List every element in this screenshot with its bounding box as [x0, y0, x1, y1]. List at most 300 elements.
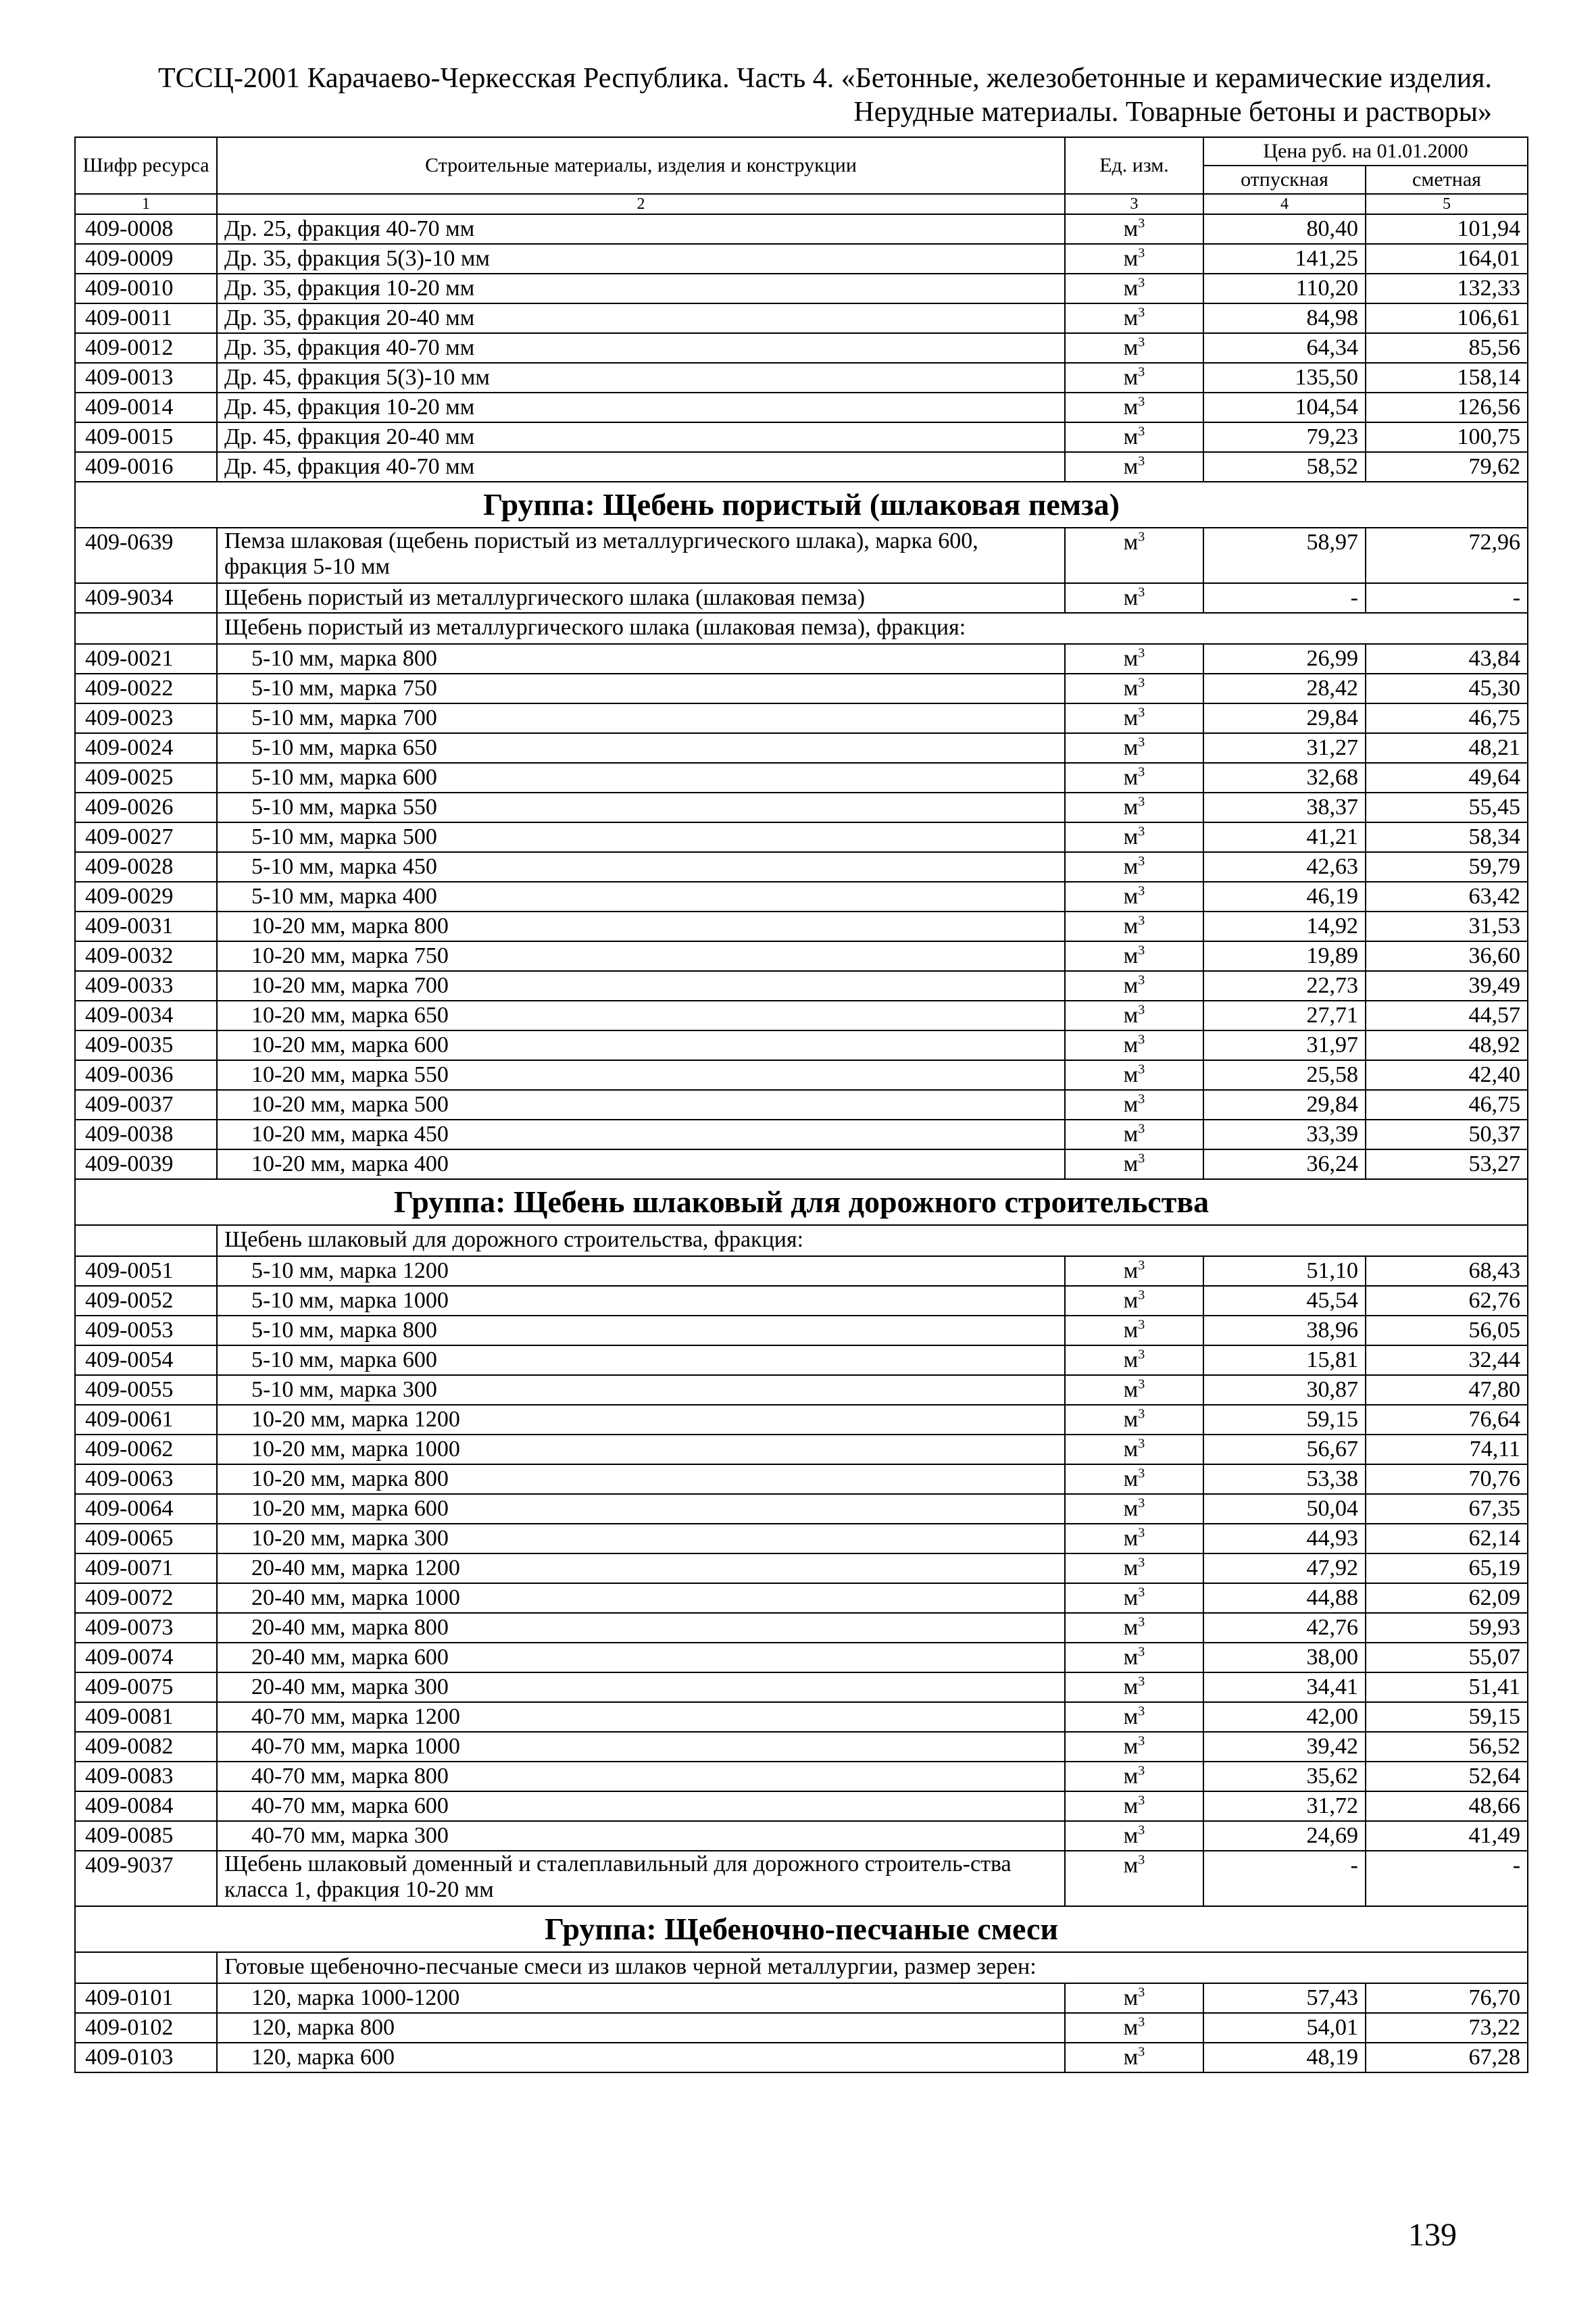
- table-row: [75, 214, 1528, 244]
- unit-exponent: 3: [1138, 794, 1145, 810]
- document-header-line-1: ТССЦ-2001 Карачаево-Черкесская Республика. Часть 4. «Бетонные, железобетонные и керамические изделия.: [157, 63, 1492, 94]
- wholesale-price: -: [1203, 1851, 1366, 1906]
- resource-code: 409-0028: [75, 852, 217, 882]
- empty-code-cell: [75, 1225, 217, 1256]
- group-heading: Группа: Щебеночно-песчаные смеси: [75, 1906, 1528, 1952]
- material-name: 40-70 мм, марка 600: [217, 1791, 1065, 1821]
- material-name: Др. 35, фракция 20-40 мм: [217, 303, 1065, 333]
- material-name: 20-40 мм, марка 1200: [217, 1553, 1065, 1583]
- unit-symbol: м: [1123, 1437, 1139, 1462]
- unit-symbol: м: [1123, 1003, 1139, 1028]
- resource-code: 409-0061: [75, 1405, 217, 1435]
- unit-exponent: 3: [1138, 1822, 1145, 1838]
- table-row: [75, 1821, 1528, 1851]
- estimate-price: 73,22: [1366, 2013, 1528, 2043]
- material-name: 10-20 мм, марка 750: [217, 941, 1065, 971]
- unit-symbol: м: [1123, 705, 1139, 730]
- unit-symbol: м: [1123, 216, 1139, 241]
- unit-exponent: 3: [1138, 853, 1145, 869]
- resource-code: 409-0026: [75, 793, 217, 822]
- material-name: 5-10 мм, марка 1000: [217, 1286, 1065, 1316]
- resource-code: 409-0054: [75, 1345, 217, 1375]
- table-row: [75, 1435, 1528, 1464]
- estimate-price: 53,27: [1366, 1149, 1528, 1179]
- material-name: 120, марка 1000-1200: [217, 1983, 1065, 2013]
- wholesale-price: 84,98: [1203, 303, 1366, 333]
- material-name: Щебень шлаковый доменный и сталеплавильный для дорожного строитель-ства класса 1, фракция 10-20 мм: [217, 1851, 1065, 1906]
- group-description: Щебень шлаковый для дорожного строительства, фракция:: [217, 1225, 1528, 1256]
- unit-cell: [1065, 583, 1203, 613]
- header-price: Цена руб. на 01.01.2000: [1203, 137, 1528, 166]
- unit-cell: [1065, 1030, 1203, 1060]
- table-row: [75, 1702, 1528, 1732]
- wholesale-price: 25,58: [1203, 1060, 1366, 1090]
- resource-code: 409-0009: [75, 244, 217, 274]
- wholesale-price: 51,10: [1203, 1256, 1366, 1286]
- unit-cell: [1065, 528, 1203, 583]
- resource-code: 409-0082: [75, 1732, 217, 1762]
- material-name: 40-70 мм, марка 1200: [217, 1702, 1065, 1732]
- column-number: 4: [1203, 194, 1366, 214]
- table-row: [75, 303, 1528, 333]
- wholesale-price: 110,20: [1203, 274, 1366, 303]
- resource-code: 409-0015: [75, 422, 217, 452]
- header-estimate: сметная: [1366, 166, 1528, 194]
- wholesale-price: 48,19: [1203, 2043, 1366, 2072]
- material-name: 10-20 мм, марка 1000: [217, 1435, 1065, 1464]
- resource-code: 409-0032: [75, 941, 217, 971]
- unit-exponent: 3: [1138, 972, 1145, 988]
- material-name: 5-10 мм, марка 600: [217, 763, 1065, 793]
- material-name: Др. 45, фракция 40-70 мм: [217, 452, 1065, 482]
- table-row: [75, 1001, 1528, 1030]
- estimate-price: 51,41: [1366, 1672, 1528, 1702]
- table-row: [75, 1030, 1528, 1060]
- wholesale-price: 58,97: [1203, 528, 1366, 583]
- wholesale-price: 41,21: [1203, 822, 1366, 852]
- unit-symbol: м: [1123, 1318, 1139, 1343]
- estimate-price: 32,44: [1366, 1345, 1528, 1375]
- resource-code: 409-9037: [75, 1851, 217, 1906]
- unit-symbol: м: [1123, 530, 1139, 555]
- unit-cell: [1065, 214, 1203, 244]
- table-row: [75, 244, 1528, 274]
- table-row: [75, 1983, 1528, 2013]
- unit-exponent: 3: [1138, 1585, 1145, 1600]
- table-row: [75, 1375, 1528, 1405]
- resource-code: 409-0010: [75, 274, 217, 303]
- unit-symbol: м: [1123, 1823, 1139, 1848]
- wholesale-price: 56,67: [1203, 1435, 1366, 1464]
- wholesale-price: 35,62: [1203, 1762, 1366, 1791]
- unit-symbol: м: [1123, 454, 1139, 479]
- resource-code: 409-0073: [75, 1613, 217, 1643]
- estimate-price: 55,07: [1366, 1643, 1528, 1672]
- wholesale-price: 31,72: [1203, 1791, 1366, 1821]
- column-number: 2: [217, 194, 1065, 214]
- resource-code: 409-0037: [75, 1090, 217, 1120]
- estimate-price: 50,37: [1366, 1120, 1528, 1149]
- unit-exponent: 3: [1138, 1347, 1145, 1362]
- material-name: 20-40 мм, марка 600: [217, 1643, 1065, 1672]
- table-row: [75, 1762, 1528, 1791]
- table-row: [75, 2013, 1528, 2043]
- unit-symbol: м: [1123, 1347, 1139, 1372]
- estimate-price: 46,75: [1366, 1090, 1528, 1120]
- unit-symbol: м: [1123, 1151, 1139, 1176]
- resource-code: 409-0101: [75, 1983, 217, 2013]
- unit-symbol: м: [1123, 246, 1139, 271]
- resource-code: 409-0035: [75, 1030, 217, 1060]
- material-name: Др. 45, фракция 10-20 мм: [217, 393, 1065, 422]
- table-row: [75, 1672, 1528, 1702]
- header-wholesale: отпускная: [1203, 166, 1366, 194]
- table-row: [75, 333, 1528, 363]
- table-row: [75, 1851, 1528, 1906]
- unit-cell: [1065, 1405, 1203, 1435]
- group-heading: Группа: Щебень шлаковый для дорожного строительства: [75, 1179, 1528, 1225]
- unit-symbol: м: [1123, 585, 1139, 610]
- material-name: 120, марка 800: [217, 2013, 1065, 2043]
- unit-cell: [1065, 703, 1203, 733]
- resource-code: 409-0071: [75, 1553, 217, 1583]
- resource-code: 409-0016: [75, 452, 217, 482]
- resource-code: 409-0084: [75, 1791, 217, 1821]
- unit-exponent: 3: [1138, 245, 1145, 261]
- unit-symbol: м: [1123, 276, 1139, 301]
- unit-symbol: м: [1123, 1092, 1139, 1117]
- group-heading-row: [75, 482, 1528, 528]
- wholesale-price: 141,25: [1203, 244, 1366, 274]
- wholesale-price: 47,92: [1203, 1553, 1366, 1583]
- header-name: Строительные материалы, изделия и конструкции: [217, 137, 1065, 194]
- estimate-price: 79,62: [1366, 452, 1528, 482]
- unit-cell: [1065, 822, 1203, 852]
- material-name: 40-70 мм, марка 1000: [217, 1732, 1065, 1762]
- unit-exponent: 3: [1138, 1436, 1145, 1451]
- unit-symbol: м: [1123, 395, 1139, 420]
- unit-cell: [1065, 733, 1203, 763]
- resource-code: 409-0063: [75, 1464, 217, 1494]
- unit-cell: [1065, 393, 1203, 422]
- resource-code: 409-0034: [75, 1001, 217, 1030]
- description-row: [75, 1225, 1528, 1256]
- resource-code: 409-0065: [75, 1524, 217, 1553]
- unit-symbol: м: [1123, 1764, 1139, 1789]
- unit-cell: [1065, 1120, 1203, 1149]
- wholesale-price: 58,52: [1203, 452, 1366, 482]
- unit-symbol: м: [1123, 676, 1139, 701]
- table-row: [75, 1256, 1528, 1286]
- description-row: [75, 1952, 1528, 1983]
- estimate-price: 59,93: [1366, 1613, 1528, 1643]
- material-name: 5-10 мм, марка 1200: [217, 1256, 1065, 1286]
- unit-symbol: м: [1123, 1734, 1139, 1759]
- resource-code: 409-0027: [75, 822, 217, 852]
- resource-code: 409-0011: [75, 303, 217, 333]
- estimate-price: 45,30: [1366, 674, 1528, 703]
- wholesale-price: 104,54: [1203, 393, 1366, 422]
- resource-code: 409-0074: [75, 1643, 217, 1672]
- wholesale-price: 64,34: [1203, 333, 1366, 363]
- wholesale-price: 22,73: [1203, 971, 1366, 1001]
- unit-cell: [1065, 1732, 1203, 1762]
- unit-exponent: 3: [1138, 913, 1145, 928]
- material-name: Др. 35, фракция 40-70 мм: [217, 333, 1065, 363]
- estimate-price: 132,33: [1366, 274, 1528, 303]
- material-name: Др. 35, фракция 10-20 мм: [217, 274, 1065, 303]
- unit-symbol: м: [1123, 1853, 1139, 1878]
- wholesale-price: 28,42: [1203, 674, 1366, 703]
- estimate-price: 44,57: [1366, 1001, 1528, 1030]
- column-number: 3: [1065, 194, 1203, 214]
- estimate-price: -: [1366, 1851, 1528, 1906]
- material-name: 5-10 мм, марка 450: [217, 852, 1065, 882]
- table-row: [75, 422, 1528, 452]
- header-unit: Ед. изм.: [1065, 137, 1203, 194]
- resource-code: 409-0083: [75, 1762, 217, 1791]
- estimate-price: 48,92: [1366, 1030, 1528, 1060]
- table-row: [75, 1583, 1528, 1613]
- material-name: 10-20 мм, марка 650: [217, 1001, 1065, 1030]
- wholesale-price: 45,54: [1203, 1286, 1366, 1316]
- unit-exponent: 3: [1138, 1793, 1145, 1808]
- material-name: 5-10 мм, марка 700: [217, 703, 1065, 733]
- page-number: 139: [1408, 2217, 1457, 2253]
- unit-symbol: м: [1123, 973, 1139, 998]
- table-row: [75, 1286, 1528, 1316]
- column-number: 5: [1366, 194, 1528, 214]
- table-row: [75, 1405, 1528, 1435]
- table-row: [75, 1791, 1528, 1821]
- unit-cell: [1065, 941, 1203, 971]
- resource-code: 409-0033: [75, 971, 217, 1001]
- unit-cell: [1065, 1060, 1203, 1090]
- unit-cell: [1065, 1375, 1203, 1405]
- table-row: [75, 274, 1528, 303]
- estimate-price: 65,19: [1366, 1553, 1528, 1583]
- wholesale-price: 14,92: [1203, 912, 1366, 941]
- unit-exponent: 3: [1138, 334, 1145, 350]
- unit-exponent: 3: [1138, 2044, 1145, 2060]
- unit-cell: [1065, 644, 1203, 674]
- wholesale-price: 135,50: [1203, 363, 1366, 393]
- unit-cell: [1065, 1583, 1203, 1613]
- unit-exponent: 3: [1138, 1121, 1145, 1137]
- material-name: 40-70 мм, марка 800: [217, 1762, 1065, 1791]
- wholesale-price: 29,84: [1203, 1090, 1366, 1120]
- estimate-price: 164,01: [1366, 244, 1528, 274]
- material-name: 10-20 мм, марка 1200: [217, 1405, 1065, 1435]
- document-header-line-2: Нерудные материалы. Товарные бетоны и растворы»: [853, 97, 1492, 128]
- estimate-price: 67,35: [1366, 1494, 1528, 1524]
- unit-exponent: 3: [1138, 2014, 1145, 2030]
- material-name: 5-10 мм, марка 500: [217, 822, 1065, 852]
- resource-code: 409-0013: [75, 363, 217, 393]
- unit-exponent: 3: [1138, 1258, 1145, 1273]
- unit-cell: [1065, 1435, 1203, 1464]
- table-row: [75, 644, 1528, 674]
- estimate-price: 126,56: [1366, 393, 1528, 422]
- estimate-price: 52,64: [1366, 1762, 1528, 1791]
- group-description: Щебень пористый из металлургического шлака (шлаковая пемза), фракция:: [217, 613, 1528, 644]
- resource-code: 409-0055: [75, 1375, 217, 1405]
- resource-code: 409-0053: [75, 1316, 217, 1345]
- wholesale-price: 38,00: [1203, 1643, 1366, 1672]
- wholesale-price: -: [1203, 583, 1366, 613]
- unit-exponent: 3: [1138, 1555, 1145, 1570]
- material-name: 5-10 мм, марка 750: [217, 674, 1065, 703]
- estimate-price: 63,42: [1366, 882, 1528, 912]
- unit-symbol: м: [1123, 1645, 1139, 1670]
- wholesale-price: 39,42: [1203, 1732, 1366, 1762]
- unit-symbol: м: [1123, 884, 1139, 909]
- resource-code: 409-0051: [75, 1256, 217, 1286]
- estimate-price: 55,45: [1366, 793, 1528, 822]
- table-row: [75, 1732, 1528, 1762]
- unit-exponent: 3: [1138, 705, 1145, 720]
- unit-cell: [1065, 1524, 1203, 1553]
- unit-cell: [1065, 363, 1203, 393]
- resource-code: 409-0014: [75, 393, 217, 422]
- estimate-price: 46,75: [1366, 703, 1528, 733]
- resource-code: 409-0064: [75, 1494, 217, 1524]
- unit-cell: [1065, 1345, 1203, 1375]
- unit-symbol: м: [1123, 854, 1139, 879]
- unit-exponent: 3: [1138, 1614, 1145, 1630]
- group-heading: Группа: Щебень пористый (шлаковая пемза): [75, 482, 1528, 528]
- unit-exponent: 3: [1138, 1151, 1145, 1166]
- unit-cell: [1065, 1762, 1203, 1791]
- unit-exponent: 3: [1138, 394, 1145, 409]
- unit-symbol: м: [1123, 1062, 1139, 1087]
- unit-exponent: 3: [1138, 1376, 1145, 1392]
- unit-symbol: м: [1123, 2045, 1139, 2070]
- resource-code: 409-0072: [75, 1583, 217, 1613]
- unit-exponent: 3: [1138, 1062, 1145, 1077]
- unit-cell: [1065, 1851, 1203, 1906]
- unit-symbol: м: [1123, 824, 1139, 849]
- wholesale-price: 44,88: [1203, 1583, 1366, 1613]
- unit-cell: [1065, 1702, 1203, 1732]
- wholesale-price: 29,84: [1203, 703, 1366, 733]
- estimate-price: 59,79: [1366, 852, 1528, 882]
- table-row: [75, 583, 1528, 613]
- unit-cell: [1065, 1316, 1203, 1345]
- material-name: 5-10 мм, марка 800: [217, 1316, 1065, 1345]
- unit-symbol: м: [1123, 1704, 1139, 1729]
- wholesale-price: 31,27: [1203, 733, 1366, 763]
- unit-exponent: 3: [1138, 1733, 1145, 1749]
- description-row: [75, 613, 1528, 644]
- unit-symbol: м: [1123, 1122, 1139, 1147]
- empty-code-cell: [75, 1952, 217, 1983]
- wholesale-price: 57,43: [1203, 1983, 1366, 2013]
- resource-code: 409-0639: [75, 528, 217, 583]
- table-row: [75, 822, 1528, 852]
- group-description: Готовые щебеночно-песчаные смеси из шлаков черной металлургии, размер зерен:: [217, 1952, 1528, 1983]
- estimate-price: 49,64: [1366, 763, 1528, 793]
- unit-cell: [1065, 1613, 1203, 1643]
- wholesale-price: 50,04: [1203, 1494, 1366, 1524]
- resource-code: 409-0085: [75, 1821, 217, 1851]
- wholesale-price: 33,39: [1203, 1120, 1366, 1149]
- unit-symbol: м: [1123, 305, 1139, 330]
- unit-exponent: 3: [1138, 645, 1145, 661]
- material-name: Др. 35, фракция 5(3)-10 мм: [217, 244, 1065, 274]
- unit-cell: [1065, 1672, 1203, 1702]
- estimate-price: 59,15: [1366, 1702, 1528, 1732]
- table-row: [75, 733, 1528, 763]
- unit-cell: [1065, 852, 1203, 882]
- unit-exponent: 3: [1138, 1703, 1145, 1719]
- resource-code: 409-0012: [75, 333, 217, 363]
- resource-code: 409-0039: [75, 1149, 217, 1179]
- wholesale-price: 44,93: [1203, 1524, 1366, 1553]
- unit-exponent: 3: [1138, 883, 1145, 899]
- unit-cell: [1065, 674, 1203, 703]
- wholesale-price: 42,00: [1203, 1702, 1366, 1732]
- wholesale-price: 31,97: [1203, 1030, 1366, 1060]
- wholesale-price: 15,81: [1203, 1345, 1366, 1375]
- table-row: [75, 882, 1528, 912]
- unit-symbol: м: [1123, 1674, 1139, 1699]
- material-name: 10-20 мм, марка 600: [217, 1030, 1065, 1060]
- unit-cell: [1065, 1286, 1203, 1316]
- wholesale-price: 30,87: [1203, 1375, 1366, 1405]
- estimate-price: 68,43: [1366, 1256, 1528, 1286]
- estimate-price: 36,60: [1366, 941, 1528, 971]
- table-row: [75, 363, 1528, 393]
- unit-exponent: 3: [1138, 364, 1145, 380]
- estimate-price: 72,96: [1366, 528, 1528, 583]
- unit-cell: [1065, 763, 1203, 793]
- estimate-price: 106,61: [1366, 303, 1528, 333]
- unit-symbol: м: [1123, 365, 1139, 390]
- unit-symbol: м: [1123, 646, 1139, 671]
- table-row: [75, 763, 1528, 793]
- material-name: 10-20 мм, марка 800: [217, 1464, 1065, 1494]
- unit-exponent: 3: [1138, 735, 1145, 750]
- table-row: [75, 971, 1528, 1001]
- table-row: [75, 1120, 1528, 1149]
- table-row: [75, 1060, 1528, 1090]
- table-row: [75, 1464, 1528, 1494]
- unit-symbol: м: [1123, 1985, 1139, 2010]
- wholesale-price: 34,41: [1203, 1672, 1366, 1702]
- unit-cell: [1065, 1553, 1203, 1583]
- resource-code: 409-0102: [75, 2013, 217, 2043]
- unit-cell: [1065, 1256, 1203, 1286]
- unit-exponent: 3: [1138, 305, 1145, 320]
- unit-symbol: м: [1123, 1032, 1139, 1057]
- estimate-price: 48,66: [1366, 1791, 1528, 1821]
- unit-cell: [1065, 1090, 1203, 1120]
- resource-code: 409-0062: [75, 1435, 217, 1464]
- resource-code: 409-0029: [75, 882, 217, 912]
- estimate-price: 56,52: [1366, 1732, 1528, 1762]
- resource-code: 409-0022: [75, 674, 217, 703]
- resource-code: 409-0052: [75, 1286, 217, 1316]
- table-row: [75, 793, 1528, 822]
- resource-code: 409-0038: [75, 1120, 217, 1149]
- unit-exponent: 3: [1138, 1763, 1145, 1778]
- empty-code-cell: [75, 613, 217, 644]
- table-row: [75, 393, 1528, 422]
- material-name: 5-10 мм, марка 550: [217, 793, 1065, 822]
- group-heading-row: [75, 1179, 1528, 1225]
- wholesale-price: 32,68: [1203, 763, 1366, 793]
